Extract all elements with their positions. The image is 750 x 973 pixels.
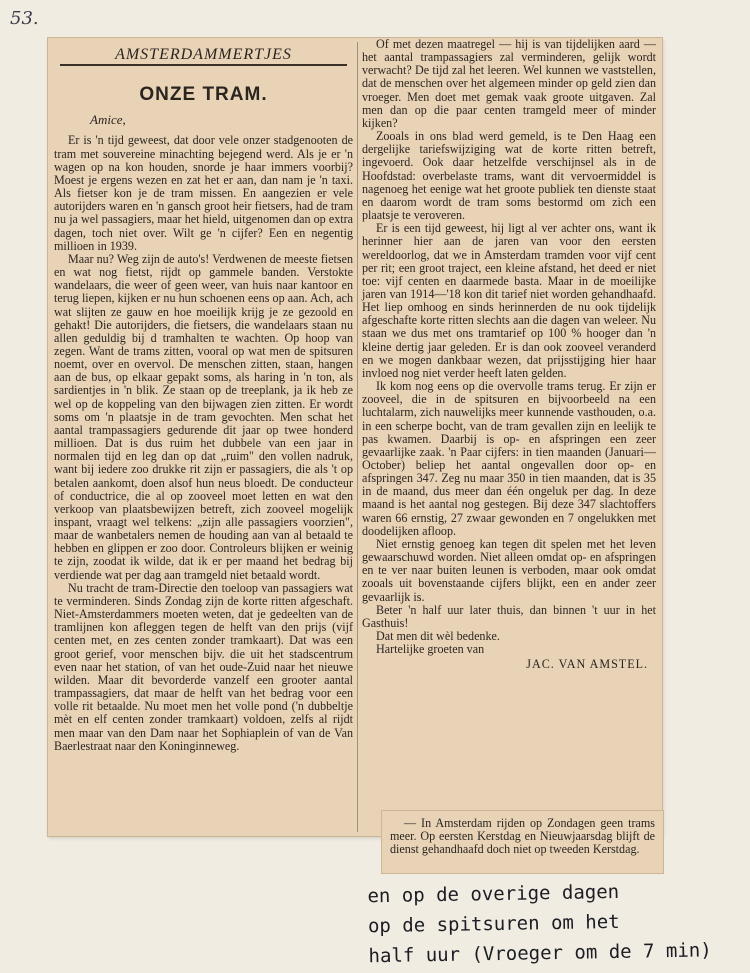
article-title: ONZE TRAM. [139,84,268,106]
handwriting-line: en op de overige dagen [367,880,620,908]
paragraph: Er is 'n tijd geweest, dat door vele onzer stadgenooten de tram met souvereine minachting bejegend werd. Als je er 'n wagen op na kon houden, snorde je haar immers voorbij? Moest je ergens wezen en zat het er aan, dan nam je 'n taxi. Als fietser kon je de tram missen. En aangezien er vele autorijders waren en 'n gansch groot heir fietsers, had de tram nu ja wel passagiers, maar het hield, uitgenomen dan op extra dagen, toch niet over. Wilt ge 'n cijfer? Een en negentig millioen in 1939. [54,133,353,253]
paragraph: Maar nu? Weg zijn de auto's! Verdwenen de meeste fietsen en wat nog fietst, rijdt op gammele banden. Verstokte wandelaars, die weer of geen weer, van huis naar kantoor en terug liepen, kijken er nu hun schoenen eens op aan. Ach, ach wat slijten ze gauw en hoe moeilijk krijg je ze gezoold en gehakt! Die autorijders, die fietsers, die wandelaars staan nu allen geduldig bij d tramhalten te wachten. Op hoop van zegen. Want de trams zitten, vooral op wat men de spitsuren noemt, over en overvol. De menschen zitten, staan, hangen aan de bus, op elkaar gepakt soms, als haring in 'n ton, als sardientjes in 'n blik. Ze staan op de treeplank, ja ik heb ze wel op de koppeling van den bijwagen zien zitten. Er wordt soms om 'n plaatsje in de tram gevochten. Men schat het aantal trampassagiers gedurende dit jaar op twee honderd millioen. Dat is dus ruim het dubbele van een jaar in normalen tijd en leg dan op dat „ruim" den vollen nadruk, want bij iedere zoo drukke rit zijn er passagiers, die als 't op betalen aankomt, doen alsof hun neus bloedt. De conducteur of conductrice, die al op zooveel moet letten en wat den verkoop van plaatsbewijzen betreft, zich zooveel mogelijk inspant, vraagt wel telkens: „zijn alle passagiers voorzien", maar de wanbetalers nemen de houding aan van al betaald te hebben en glippen er zoo door. Controleurs blijken er weinig te zijn, zoodat ik wilde, dat ik er per maand het bedrag bij verdiende wat per dag aan tramgeld niet betaald wordt. [54,251,353,582]
paragraph: Ik kom nog eens op die overvolle trams terug. Er zijn er zooveel, die in de spitsuren en bijvoorbeeld na een luchtalarm, zich nauwelijks meer kunnende vasthouden, o.a. in een scherpe bocht, van de tram gevallen zijn en leelijk te pas kwamen. Daarbij is op- en afspringen een zeer gevaarlijke zaak. 'n Paar cijfers: in tien maanden (Januari—October) beliep het aantal ongevallen door op- en afspringen 347. Zeg nu maar 350 in tien maanden, dat is 35 in de maand, dus meer dan één ongeluk per dag. In deze maand is het aantal nog gestegen. Bij deze 347 slachtoffers waren 66 ernstig, 27 zwaar gewonden en 7 ongelukken met doodelijken afloop. [362,379,656,538]
paragraph: Beter 'n half uur later thuis, dan binnen 't uur in het Gasthuis! [362,602,656,630]
signature: JAC. VAN AMSTEL. [526,657,648,672]
newspaper-clipping [48,38,662,836]
right-column [362,37,656,672]
section-header: AMSTERDAMMERTJES [60,46,347,66]
note-clipping [382,811,663,873]
handwriting-line: half uur (Vroeger om de 7 min) [368,939,712,968]
handwriting-line: op de spitsuren om het [367,910,620,938]
salutation: Amice, [90,112,126,128]
note-text: — In Amsterdam rijden op Zondagen geen trams meer. Op eersten Kerstdag en Nieuwjaarsdag blijft de dienst gehandhaafd doch niet op tweeden Kerstdag. [390,816,655,857]
paragraph: Zooals in ons blad werd gemeld, is te Den Haag een dergelijke tariefswijziging wat de korte ritten betreft, ingevoerd. Ook daar hetzelfde verschijnsel als in de Hoofdstad: overbelaste trams, want dit vervoermiddel is nagenoeg het eenige wat het groote publiek ten dienste staat en daarom wordt de tram soms bestormd om zich een plaatsje te veroveren. [362,129,656,223]
closing: Hartelijke groeten van [376,642,485,657]
handwritten-annotation [367,875,745,973]
left-column [54,38,353,834]
column-divider [357,42,358,832]
paragraph: Dat men dit wèl bedenke. [376,629,500,644]
paragraph: Er is een tijd geweest, hij ligt al ver achter ons, want ik herinner hier aan de jaren van voor den eersten wereldoorlog, dat we in Amsterdam tramden voor vijf cent per rit; een groot traject, een kleine afstand, het deed er niet toe: vijf centen en daarmede basta. Maar in de moeilijke jaren van 1914—'18 kon dit tarief niet worden gehandhaafd. Het liep omhoog en sinds herinnerden de nu ook tijdelijk afgeschafte korte ritten slechts aan die dagen van weleer. Nu staan we dus met ons tramtarief op 100 % hooger dan 'n kleine dertig jaar geleden. Er is dan ook zooveel veranderd en we mogen dankbaar wezen, dat prijsstijging hier haar invloed nog niet verder heeft laten gelden. [362,221,656,380]
page-number: 53. [10,8,39,29]
paragraph: Niet ernstig genoeg kan tegen dit spelen met het leven gewaarschuwd worden. Niet alleen omdat op- en afspringen en te ver naar buiten leunen is verboden, maar ook omdat zooals uit bovenstaande cijfers blijkt, een en ander zeer gevaarlijk is. [362,536,656,604]
paragraph: Of met dezen maatregel — hij is van tijdelijken aard — het aantal trampassagiers zal verminderen, gelijk wordt verwacht? De tijd zal het leeren. Wel kunnen we vaststellen, dat de menschen over het algemeen minder op geld zien dan vroeger. Men doet met gemak vaak groote uitgaven. Zal men dan op die paar centen tramgeld meer of minder kijken? [362,37,656,130]
paragraph: Nu tracht de tram-Directie den toeloop van passagiers wat te verminderen. Sinds Zondag zijn de korte ritten afgeschaft. Niet-Amsterdammers moeten weten, dat je gedeelten van de tramlijnen kon afleggen tegen de helft van den prijs (vijf centen met, en zes centen zonder tramkaart). Dat was een groot gerief, voor menschen bijv. die uit het stadscentrum even naar het station, of van het oude-Zuid naar het nieuwe wilden. Maar dit bevorderde vanzelf een grooter aantal trampassagiers, dat maar de helft van het bedrag voor een volle rit betaalde. Nu moet men het volle pond ('n dubbeltje mèt en elf centen zonder tramkaart) voldoen, zelfs al rijdt men maar van den Dam naar het Sophiaplein of van de Van Baerlestraat naar den Koninginneweg. [54,580,353,753]
